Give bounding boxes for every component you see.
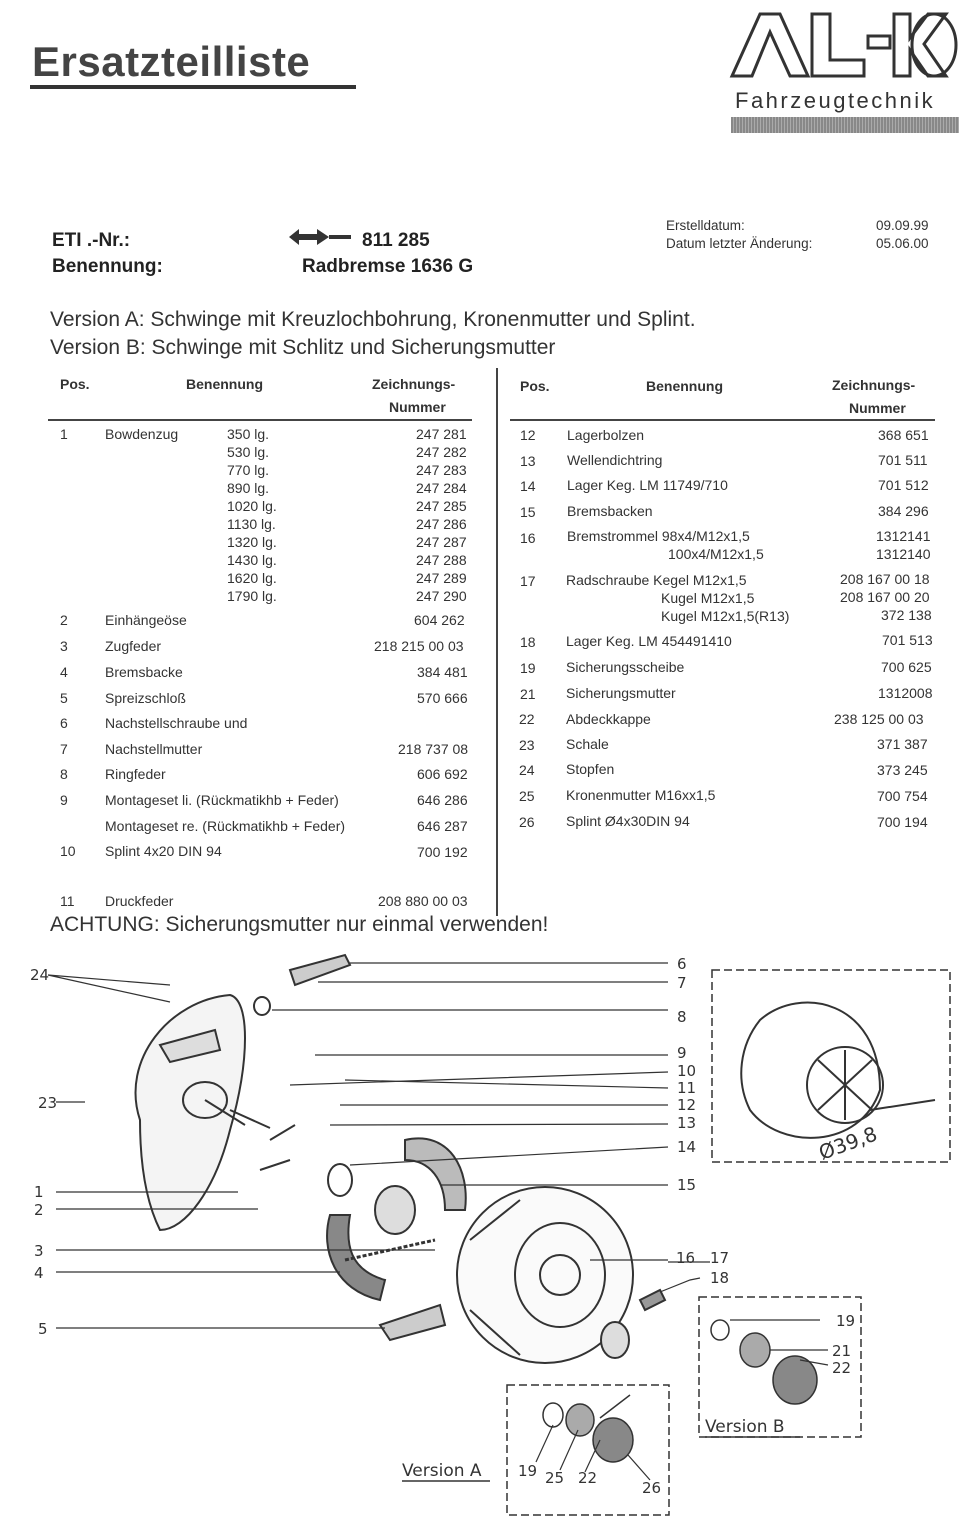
- pos-cell: 2: [60, 612, 68, 628]
- left-pos-header: Pos.: [60, 376, 90, 392]
- backing-plate-drawing: [136, 995, 270, 1230]
- part-number-cell: 238 125 00 03: [834, 711, 924, 727]
- part-number-cell: 570 666: [417, 690, 468, 706]
- hub-detail-drawing: [712, 970, 950, 1162]
- pos-cell: 17: [520, 573, 536, 589]
- part-name-cell: Lager Keg. LM 454491410: [566, 633, 732, 649]
- size-cell: 530 lg.: [227, 444, 270, 460]
- part-number-cell: 218 737 08: [398, 741, 469, 757]
- part-name-cell: Bremsbacke: [105, 664, 183, 680]
- part-number-cell: 700 625: [881, 659, 932, 675]
- pos-cell: 11: [60, 893, 75, 909]
- changed-value: 05.06.00: [876, 236, 929, 251]
- part-number-cell: 247 283: [416, 462, 467, 478]
- pos-cell: 14: [520, 478, 536, 494]
- part-number-cell: 372 138: [881, 607, 932, 623]
- part-name-cell: Kugel M12x1,5(R13): [661, 608, 790, 624]
- part-name-cell: Lagerbolzen: [567, 427, 645, 443]
- part-name-cell: Einhängeöse: [105, 612, 187, 628]
- right-pos-header: Pos.: [520, 378, 550, 394]
- part-number-cell: 1312140: [876, 546, 931, 562]
- part-name-cell: Kronenmutter M16xx1,5: [566, 787, 716, 803]
- callout-number: 4: [34, 1264, 44, 1282]
- size-cell: 1130 lg.: [227, 516, 276, 532]
- part-number-cell: 700 192: [417, 844, 468, 860]
- part-name-cell: Spreizschloß: [105, 690, 186, 706]
- callout-number: 19: [836, 1312, 856, 1330]
- size-cell: 1320 lg.: [227, 534, 277, 550]
- part-number-cell: 247 281: [416, 426, 467, 442]
- part-name-cell: 100x4/M12x1,5: [668, 546, 764, 562]
- callout-labels: [30, 955, 855, 1497]
- callout-number: 15: [677, 1176, 697, 1194]
- pos-cell: 18: [520, 634, 536, 650]
- pos-cell: 10: [60, 843, 76, 859]
- part-name-cell: Lager Keg. LM 11749/710: [567, 477, 728, 493]
- part-name-cell: Zugfeder: [105, 638, 162, 654]
- created-label: Erstelldatum:: [666, 218, 745, 233]
- part-number-cell: 1312008: [878, 685, 933, 701]
- part-name-cell: Splint Ø4x30DIN 94: [566, 813, 690, 829]
- part-number-cell: 247 285: [416, 498, 467, 514]
- alko-logo-icon: [728, 6, 960, 84]
- diameter-label: Ø39,8: [815, 1121, 881, 1165]
- pos-cell: 7: [60, 741, 68, 757]
- created-value: 09.09.99: [876, 218, 929, 233]
- left-num-header-1: Zeichnungs-: [372, 376, 456, 392]
- part-number-cell: 604 262: [414, 612, 465, 628]
- name-label: Benennung:: [52, 256, 163, 277]
- part-number-cell: 701 513: [882, 632, 933, 648]
- part-number-cell: 373 245: [877, 762, 928, 778]
- exploded-brake-diagram: [0, 940, 980, 1524]
- part-name-cell: Montageset li. (Rückmatikhb + Feder): [105, 792, 339, 808]
- part-name-cell: Abdeckkappe: [566, 711, 651, 727]
- pos-cell: 21: [520, 686, 536, 702]
- part-name-cell: Montageset re. (Rückmatikhb + Feder): [105, 818, 346, 834]
- part-number-cell: 371 387: [877, 736, 928, 752]
- callout-number: 5: [38, 1320, 48, 1338]
- part-number-cell: 701 512: [878, 477, 929, 493]
- callout-number: 25: [545, 1469, 565, 1487]
- column-divider: [496, 368, 498, 916]
- callout-number: 1: [34, 1183, 44, 1201]
- part-number-cell: 368 651: [878, 427, 929, 443]
- right-name-header: Benennung: [646, 378, 723, 394]
- size-cell: 890 lg.: [227, 480, 270, 496]
- callout-number: 16: [676, 1249, 696, 1267]
- part-number-cell: 247 289: [416, 570, 467, 586]
- callout-number: 18: [710, 1269, 730, 1287]
- part-number-cell: 606 692: [417, 766, 468, 782]
- part-name-cell: Stopfen: [566, 761, 615, 777]
- eti-value: 811 285: [362, 230, 430, 251]
- logo-bar: [731, 117, 959, 133]
- part-number-cell: 700 754: [877, 788, 928, 804]
- version-b-text: Version B: Schwinge mit Schlitz und Sicherungsmutter: [50, 336, 556, 359]
- title-underline: [30, 85, 356, 89]
- pos-cell: 25: [519, 788, 535, 804]
- callout-number: 9: [677, 1044, 687, 1062]
- part-number-cell: 384 296: [878, 503, 929, 519]
- part-name-cell: Nachstellmutter: [105, 741, 203, 757]
- callout-number: 12: [677, 1096, 697, 1114]
- logo-subtitle: Fahrzeugtechnik: [735, 88, 936, 113]
- pos-cell: 19: [520, 660, 536, 676]
- callout-number: 14: [677, 1138, 697, 1156]
- pos-cell: 5: [60, 690, 68, 706]
- part-name-cell: Bremstrommel 98x4/M12x1,5: [567, 528, 750, 544]
- version-a-label: Version A: [402, 1461, 482, 1481]
- pos-cell: 9: [60, 792, 68, 808]
- left-name-header: Benennung: [186, 376, 263, 392]
- version-a-text: Version A: Schwinge mit Kreuzlochbohrung, Kronenmutter und Splint.: [50, 308, 696, 331]
- alko-arrow-icon: [287, 226, 353, 248]
- part-number-cell: 218 215 00 03: [374, 638, 464, 654]
- pos-cell: 3: [60, 638, 68, 654]
- part-number-cell: 646 287: [417, 818, 468, 834]
- callout-number: 13: [677, 1114, 697, 1132]
- callout-number: 17: [710, 1249, 730, 1267]
- left-header-rule: [48, 419, 472, 421]
- pos-cell: 13: [520, 453, 536, 469]
- part-name-cell: Ringfeder: [105, 766, 166, 782]
- right-num-header-2: Nummer: [849, 400, 906, 416]
- size-cell: 1790 lg.: [227, 588, 277, 604]
- part-number-cell: 208 880 00 03: [378, 893, 468, 909]
- pos-cell: 24: [519, 762, 535, 778]
- part-name-cell: Kugel M12x1,5: [661, 590, 755, 606]
- callout-number: 19: [518, 1462, 538, 1480]
- part-number-cell: 247 287: [416, 534, 467, 550]
- version-b-label: Version B: [705, 1417, 785, 1437]
- part-name-cell: Druckfeder: [105, 893, 174, 909]
- left-num-header-2: Nummer: [389, 399, 446, 415]
- part-name-cell: Schale: [566, 736, 609, 752]
- callout-number: 6: [677, 955, 687, 973]
- pos-cell: 22: [519, 711, 535, 727]
- part-name-cell: Radschraube Kegel M12x1,5: [566, 572, 747, 588]
- pos-cell: 1: [60, 426, 68, 442]
- callout-number: 8: [677, 1008, 687, 1026]
- size-cell: 770 lg.: [227, 462, 270, 478]
- part-number-cell: 247 286: [416, 516, 467, 532]
- part-name-cell: Sicherungsscheibe: [566, 659, 685, 675]
- eti-label: ETI .-Nr.:: [52, 230, 131, 251]
- part-number-cell: 247 284: [416, 480, 467, 496]
- size-cell: 1430 lg.: [227, 552, 277, 568]
- part-name-cell: Sicherungsmutter: [566, 685, 676, 701]
- callout-number: 26: [642, 1479, 662, 1497]
- callout-number: 22: [578, 1469, 598, 1487]
- pos-cell: 26: [519, 814, 535, 830]
- callout-number: 11: [677, 1079, 697, 1097]
- part-name-cell: Splint 4x20 DIN 94: [105, 843, 222, 859]
- right-num-header-1: Zeichnungs-: [832, 377, 916, 393]
- pos-cell: 8: [60, 766, 68, 782]
- pos-cell: 6: [60, 715, 68, 731]
- part-number-cell: 208 167 00 18: [840, 571, 930, 587]
- part-number-cell: 208 167 00 20: [840, 589, 930, 605]
- part-number-cell: 247 282: [416, 444, 467, 460]
- part-name-cell: Bremsbacken: [567, 503, 653, 519]
- part-number-cell: 646 286: [417, 792, 468, 808]
- pos-cell: 16: [520, 530, 536, 546]
- callout-number: 2: [34, 1201, 44, 1219]
- size-cell: 1620 lg.: [227, 570, 277, 586]
- part-number-cell: 247 288: [416, 552, 467, 568]
- part-name-cell: Wellendichtring: [567, 452, 663, 468]
- callout-number: 21: [832, 1342, 852, 1360]
- part-number-cell: 384 481: [417, 664, 468, 680]
- callout-number: 7: [677, 974, 687, 992]
- callout-number: 23: [38, 1094, 58, 1112]
- right-header-rule: [510, 419, 935, 421]
- callout-number: 10: [677, 1062, 697, 1080]
- part-number-cell: 701 511: [878, 452, 928, 468]
- warning-text: ACHTUNG: Sicherungsmutter nur einmal verwenden!: [50, 913, 549, 936]
- part-number-cell: 247 290: [416, 588, 467, 604]
- callout-number: 3: [34, 1242, 44, 1260]
- pos-cell: 12: [520, 427, 536, 443]
- size-cell: 350 lg.: [227, 426, 270, 442]
- callout-number: 22: [832, 1359, 852, 1377]
- part-name-cell: Nachstellschraube und: [105, 715, 248, 731]
- changed-label: Datum letzter Änderung:: [666, 236, 813, 251]
- pos-cell: 4: [60, 664, 68, 680]
- pos-cell: 23: [519, 737, 535, 753]
- pos-cell: 15: [520, 504, 536, 520]
- part-number-cell: 700 194: [877, 814, 928, 830]
- size-cell: 1020 lg.: [227, 498, 277, 514]
- page-title: Ersatzteilliste: [32, 38, 311, 85]
- part-name-cell: Bowdenzug: [105, 426, 179, 442]
- name-value: Radbremse 1636 G: [302, 256, 474, 277]
- part-number-cell: 1312141: [876, 528, 931, 544]
- callout-number: 24: [30, 966, 50, 984]
